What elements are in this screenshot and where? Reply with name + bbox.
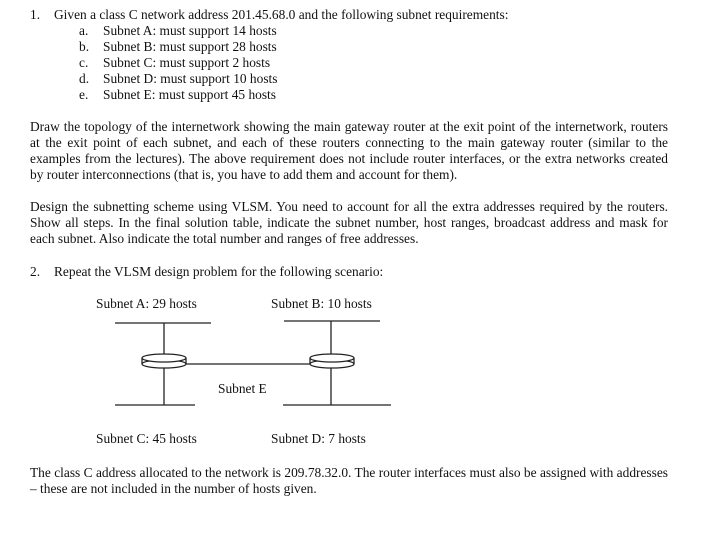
requirement-text: Subnet C: must support 2 hosts [103,55,271,70]
question-2-number: 2. [30,264,41,279]
vlsm-instructions: Design the subnetting scheme using VLSM. You need to account for all the extra addresses required by the routers. Show all steps. In the final solution table, indicate the subnet number, host ranges, broadcast address and mask for each subnet. Also indicate the total number and ranges of free addresses. [30,199,668,246]
requirement-text: Subnet D: must support 10 hosts [103,71,278,86]
requirement-letter: c. [79,55,89,70]
subnet-d-label: Subnet D: 7 hosts [271,431,366,446]
requirement-letter: e. [79,87,89,102]
requirement-text: Subnet E: must support 45 hosts [103,87,276,102]
subnet-c-label: Subnet C: 45 hosts [96,431,197,446]
question-1-intro: Given a class C network address 201.45.68.0 and the following subnet requirements: [54,7,509,22]
question-1-number: 1. [30,7,41,22]
requirement-letter: b. [79,39,90,54]
router-right-icon [310,354,354,368]
closing-paragraph: The class C address allocated to the network is 209.78.32.0. The router interfaces must also be assigned with addresses – these are not included in the number of hosts given. [30,465,668,496]
question-2-intro: Repeat the VLSM design problem for the following scenario: [54,264,384,279]
requirement-letter: d. [79,71,90,86]
subnet-e-label: Subnet E [218,381,267,396]
router-left-icon [142,354,186,368]
subnet-a-label: Subnet A: 29 hosts [96,296,197,311]
subnet-b-label: Subnet B: 10 hosts [271,296,372,311]
requirement-text: Subnet B: must support 28 hosts [103,39,277,54]
topology-instructions: Draw the topology of the internetwork showing the main gateway router at the exit point of the internetwork, routers at the exit point of each subnet, and each of these routers connecting to the main gateway router (similar to the examples from the lectures). The above requirement does not include router interfaces, or the extra networks created by router interconnections (that is, you have to add them and account for them). [30,119,668,182]
requirement-letter: a. [79,23,89,38]
requirement-text: Subnet A: must support 14 hosts [103,23,277,38]
